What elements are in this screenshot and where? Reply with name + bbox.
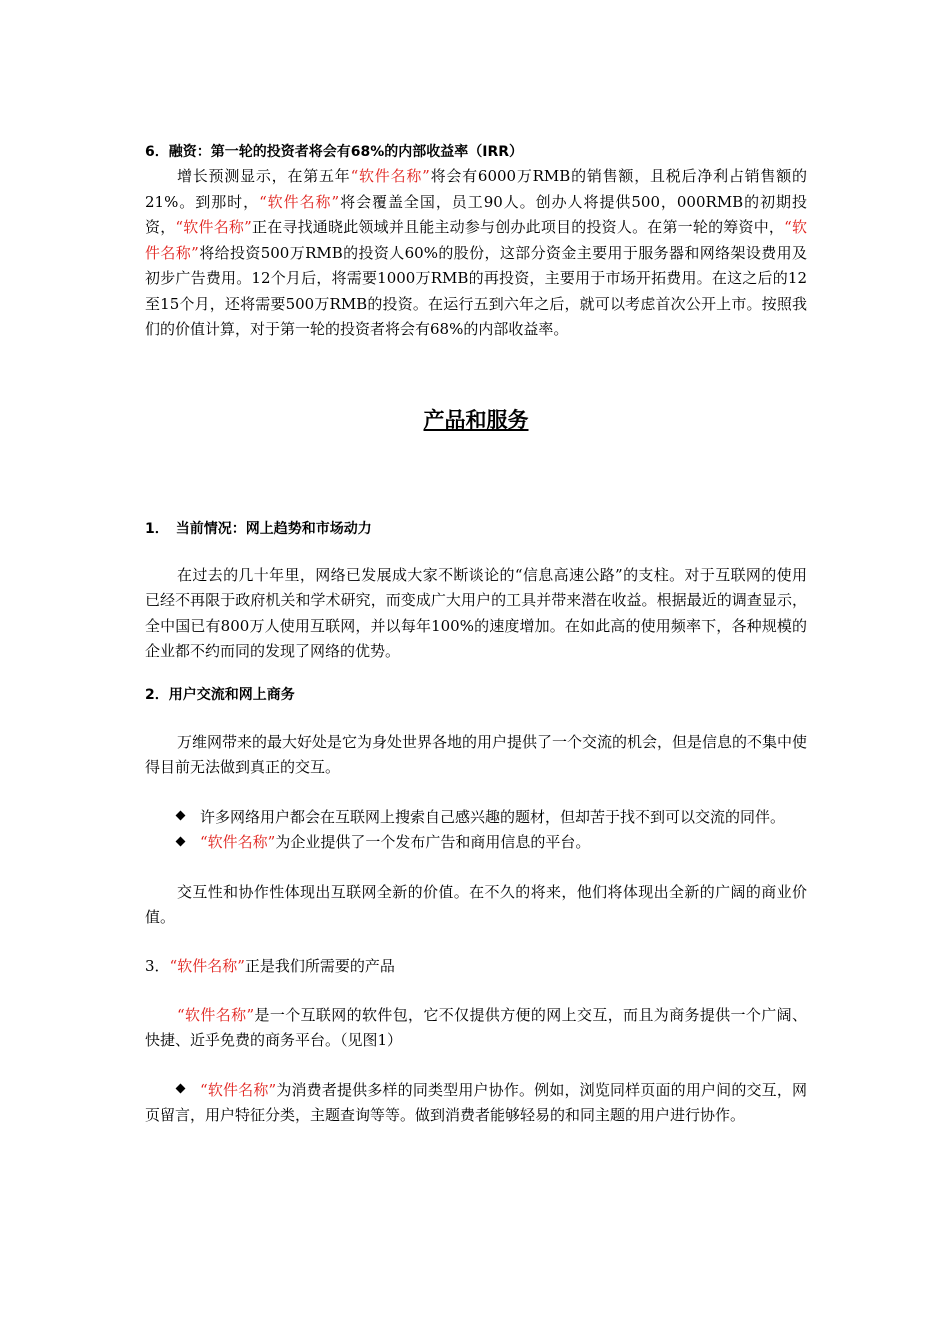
section-1-heading: 1． 当前情况：网上趋势和市场动力: [145, 520, 372, 537]
section-2-heading: 2．用户交流和网上商务: [145, 686, 295, 703]
document-page: [145, 140, 807, 1129]
section-6-heading: 6．融资：第一轮的投资者将会有68%的内部收益率（IRR）: [145, 144, 524, 160]
product-name: “软件名称”: [175, 218, 252, 236]
product-name: “软件名称”: [259, 192, 340, 211]
bullet-item: “软件名称”为消费者提供多样的同类型用户协作。例如，浏览同样页面的用户间的交互，网页留言，用户特征分类，主题查询等等。做到消费者能够轻易的和同主题的用户进行协作。: [145, 1080, 807, 1124]
product-name: “软件名称”: [350, 167, 430, 185]
product-name: “软件名称”: [145, 218, 807, 262]
product-name: “软件名称”: [200, 833, 276, 851]
section-3-paragraph: “软件名称”是一个互联网的软件包，它不仅提供方便的网上交互，而且为商务提供一个广阔、快捷、近乎免费的商务平台。（见图1）: [145, 1005, 807, 1049]
product-name: “软件名称”: [177, 1005, 255, 1024]
bullet-item: 许多网络用户都会在互联网上搜索自己感兴趣的题材，但却苦于找不到可以交流的同伴。: [145, 805, 807, 831]
diamond-bullet-icon: [176, 836, 186, 846]
section-6-paragraph: 增长预测显示，在第五年“软件名称”将会有6000万RMB的销售额，且税后净利占销售额的21%。到那时，“软件名称”将会覆盖全国，员工90人。创办人将提供500，000RMB的初期投资，“软件名称”正在寻找通晓此领域并且能主动参与创办此项目的投资人。在第一轮的筹资中，“软件名称”将给投资500万RMB的投资人60%的股份，这部分资金主要用于服务器和网络架设费用及初步广告费用。12个月后，将需要1000万RMB的再投资，主要用于市场开拓费用。在这之后的12至15个月，还将需要500万RMB的投资。在运行五到六年之后，就可以考虑首次公开上市。按照我们的价值计算，对于第一轮的投资者将会有68%的内部收益率。: [145, 167, 808, 338]
product-name: “软件名称”: [200, 1080, 277, 1099]
bullet-item: “软件名称”为企业提供了一个发布广告和商用信息的平台。: [145, 830, 807, 856]
section-3-heading: 3．“软件名称”正是我们所需要的产品: [145, 956, 395, 975]
product-name: “软件名称”: [169, 956, 245, 975]
section-1-paragraph: 在过去的几十年里，网络已发展成大家不断谈论的“信息高速公路”的支柱。对于互联网的使用已经不再限于政府机关和学术研究，而变成广大用户的工具并带来潜在收益。根据最近的调查显示，全中国已有800万人使用互联网，并以每年100%的速度增加。在如此高的使用频率下，各种规模的企业都不约而同的发现了网络的优势。: [145, 565, 807, 660]
section-2-paragraph-2: 交互性和协作性体现出互联网全新的价值。在不久的将来，他们将体现出全新的广阔的商业价值。: [145, 882, 807, 926]
diamond-bullet-icon: [176, 1084, 186, 1094]
diamond-bullet-icon: [176, 811, 186, 821]
section-title: 产品和服务: [423, 407, 529, 432]
section-2-paragraph: 万维网带来的最大好处是它为身处世界各地的用户提供了一个交流的机会，但是信息的不集中使得目前无法做到真正的交互。: [145, 732, 808, 776]
